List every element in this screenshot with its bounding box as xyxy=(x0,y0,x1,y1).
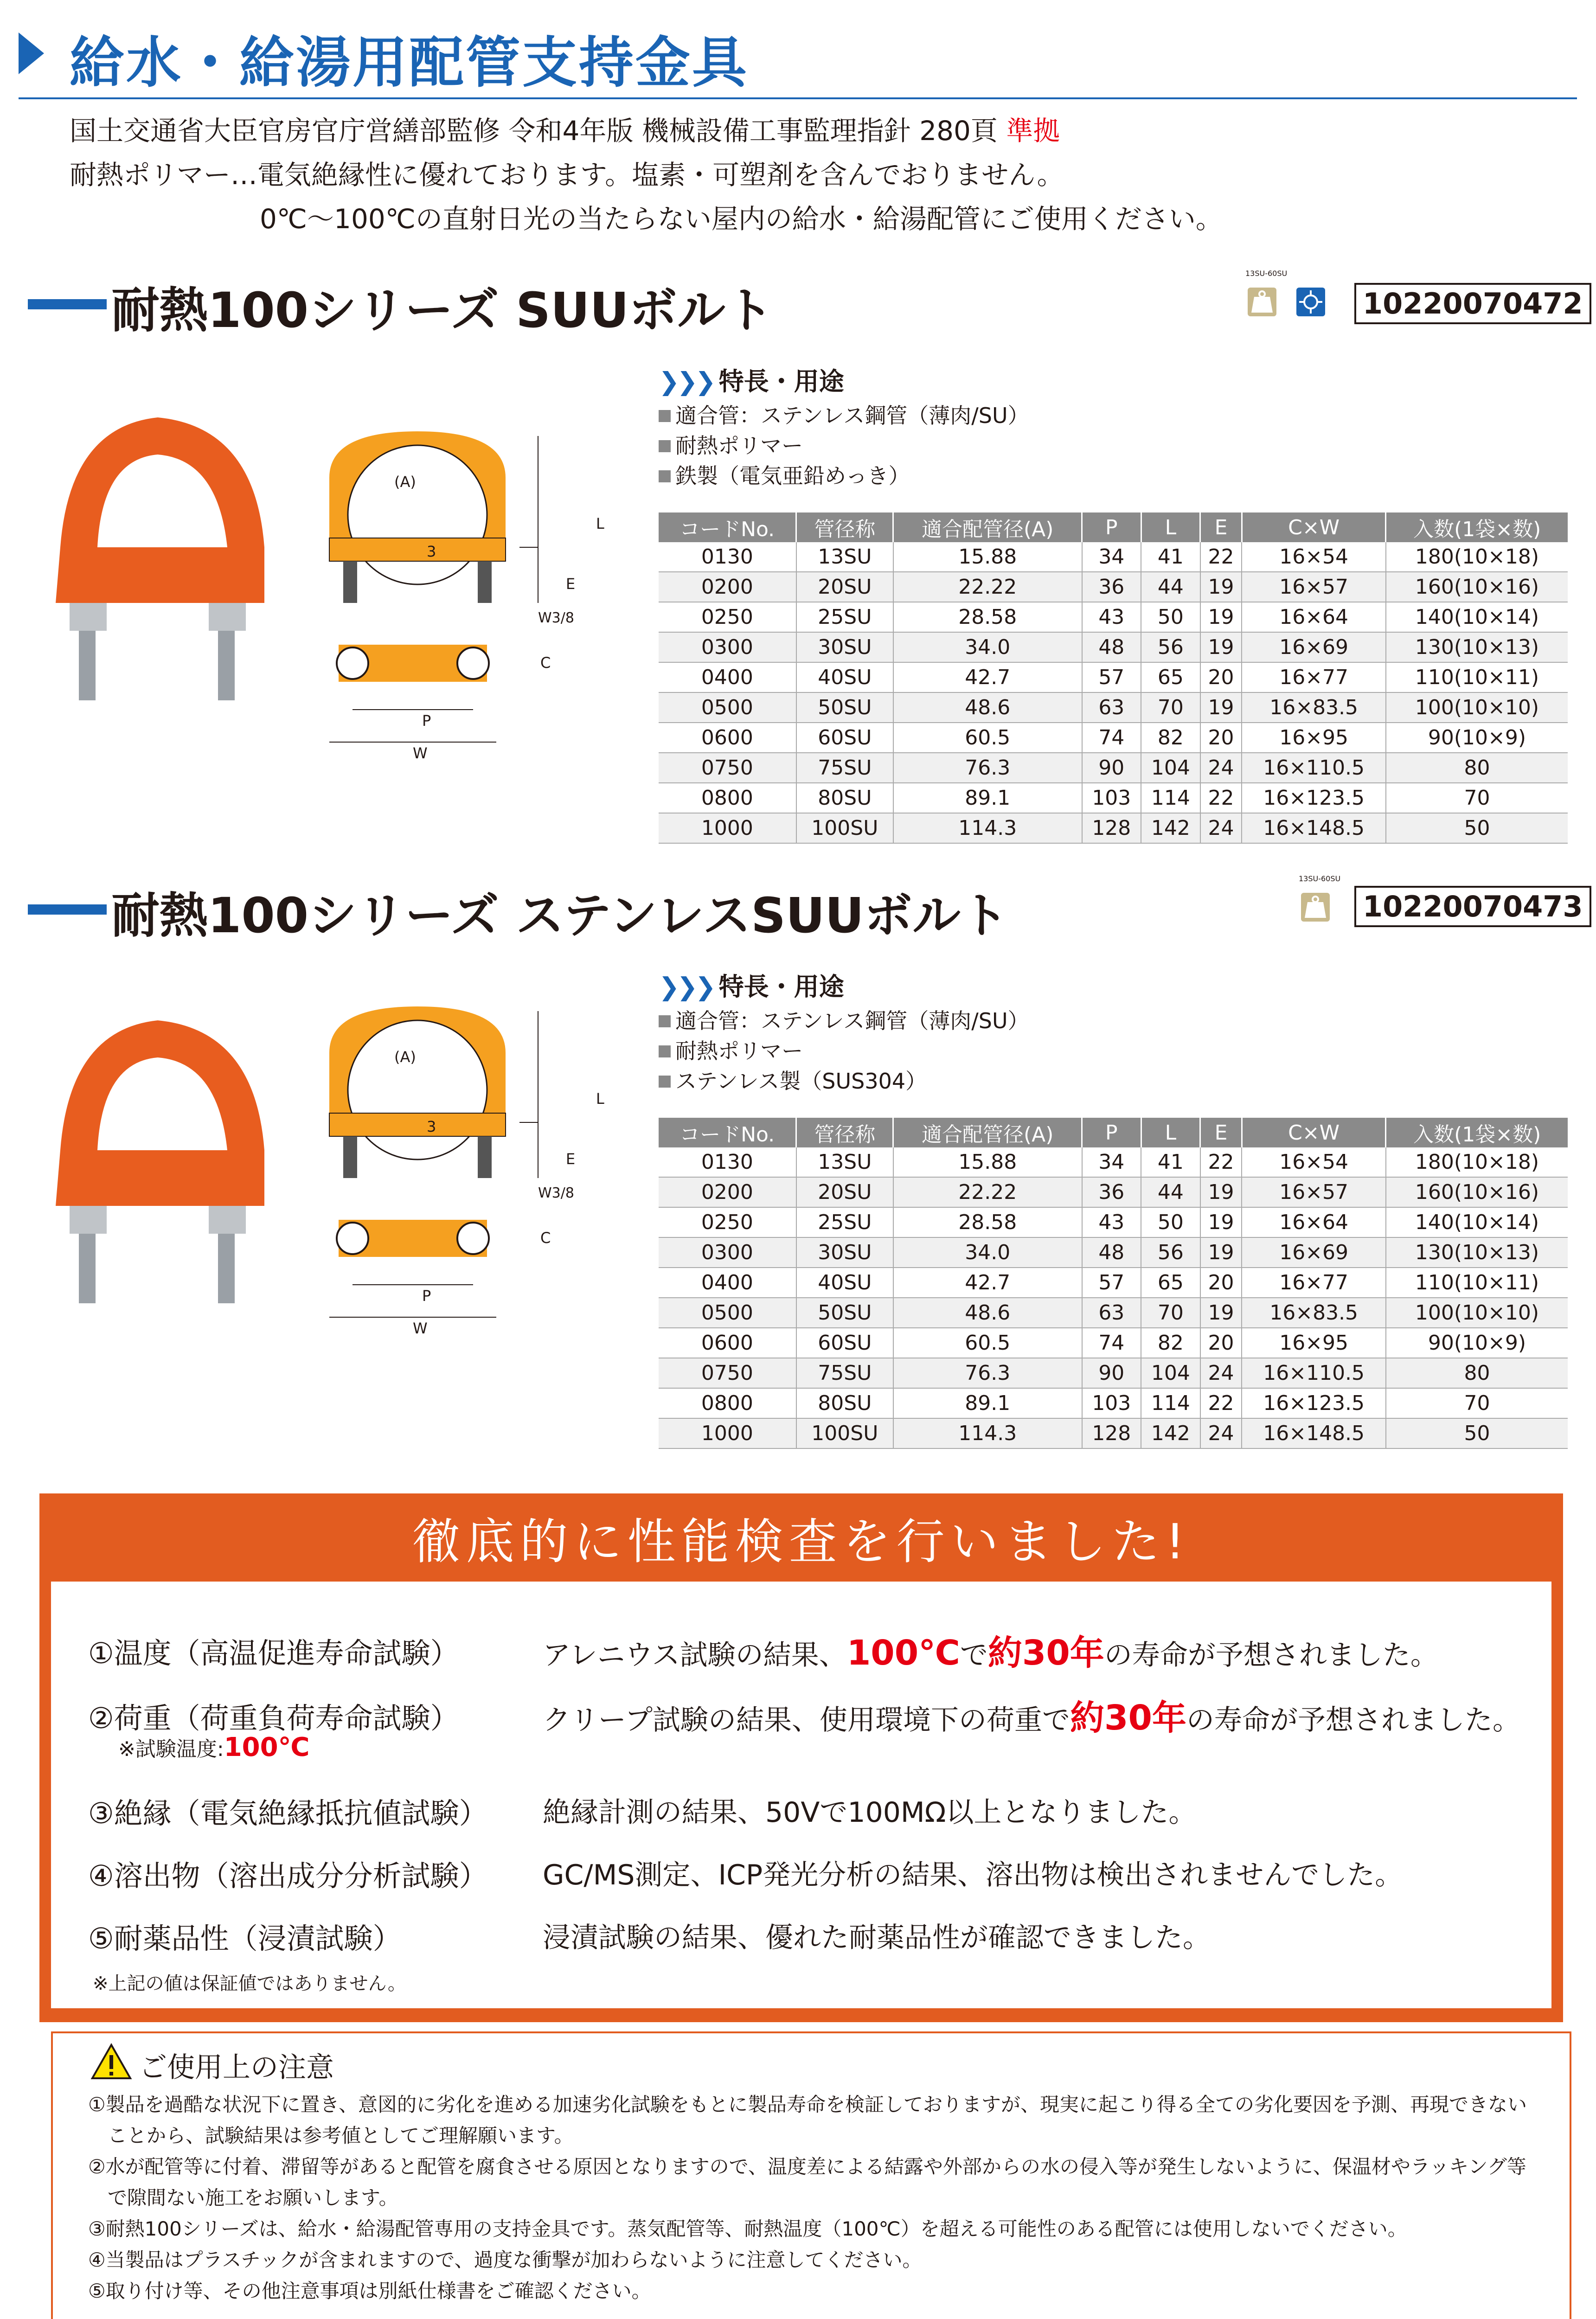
bullet-icon xyxy=(659,1076,671,1088)
table-cell: 24 xyxy=(1200,1358,1242,1388)
table-cell: 0400 xyxy=(659,662,796,692)
table-cell: 34.0 xyxy=(893,1237,1082,1268)
table-cell: 76.3 xyxy=(893,1358,1082,1388)
table-cell: 28.58 xyxy=(893,1207,1082,1237)
table-cell: 42.7 xyxy=(893,662,1082,692)
section1-bar xyxy=(28,299,107,309)
table-cell: 90(10×9) xyxy=(1386,723,1568,753)
table-cell: 103 xyxy=(1082,1388,1141,1418)
test-1-text-a: アレニウス試験の結果、 xyxy=(543,1639,847,1672)
table-row xyxy=(659,783,1568,813)
table-header-cell: E xyxy=(1200,1118,1242,1147)
table-cell: 36 xyxy=(1082,1177,1141,1207)
table-cell: 16×69 xyxy=(1242,1237,1386,1268)
section1-feature-2 xyxy=(659,429,803,460)
galvanized-icon xyxy=(1296,288,1325,316)
section1-feature-3-text: 鉄製（電気亜鉛めっき） xyxy=(675,463,910,488)
caution-line-3: ②水が配管等に付着、滞留等があると配管を腐食させる原因となりますので、温度差による結露や外部からの水の侵入等が発生しないように、保温材やラッキング等 xyxy=(88,2155,1526,2178)
table-cell: 16×57 xyxy=(1242,1177,1386,1207)
table-cell: 16×95 xyxy=(1242,723,1386,753)
test-2-sub-highlight: 100℃ xyxy=(224,1732,310,1762)
table-cell: 110(10×11) xyxy=(1386,1268,1568,1298)
table-cell: 103 xyxy=(1082,783,1141,813)
table-cell: 16×148.5 xyxy=(1242,813,1386,843)
table-header-cell: L xyxy=(1141,512,1200,542)
table-cell: 80 xyxy=(1386,753,1568,783)
table-cell: 89.1 xyxy=(893,783,1082,813)
section1-product-image xyxy=(42,408,301,724)
table-cell: 15.88 xyxy=(893,1147,1082,1177)
title-triangle-icon xyxy=(19,32,44,74)
table-cell: 36 xyxy=(1082,572,1141,602)
section2-feature-heading xyxy=(659,967,844,1003)
table-cell: 140(10×14) xyxy=(1386,602,1568,632)
table-cell: 19 xyxy=(1200,1207,1242,1237)
table-cell: 60.5 xyxy=(893,723,1082,753)
dim-label-W: W xyxy=(413,1320,428,1337)
table-cell: 16×83.5 xyxy=(1242,1298,1386,1328)
table-cell: 82 xyxy=(1141,1328,1200,1358)
test-2-highlight-a: 約30年 xyxy=(1070,1698,1186,1738)
section1-code: 10220070472 xyxy=(1354,283,1591,324)
table-row xyxy=(659,813,1568,843)
test-note: ※上記の値は保証値ではありません。 xyxy=(93,1973,406,1994)
table-cell: 19 xyxy=(1200,1298,1242,1328)
table-cell: 22.22 xyxy=(893,1177,1082,1207)
table-cell: 16×64 xyxy=(1242,602,1386,632)
table-cell: 40SU xyxy=(796,662,893,692)
section1-feature-1-text: 適合管：ステンレス鋼管（薄肉/SU） xyxy=(675,403,1029,428)
table-cell: 0600 xyxy=(659,1328,796,1358)
table-cell: 16×54 xyxy=(1242,542,1386,572)
table-cell: 75SU xyxy=(796,1358,893,1388)
test-2-label: ②荷重（荷重負荷寿命試験） xyxy=(88,1701,459,1735)
table-cell: 0130 xyxy=(659,1147,796,1177)
dim-label-3: 3 xyxy=(427,543,436,560)
section2-product-image xyxy=(42,1011,301,1326)
table-cell: 0800 xyxy=(659,1388,796,1418)
table-cell: 70 xyxy=(1141,692,1200,723)
table-cell: 128 xyxy=(1082,1418,1141,1448)
table-cell: 20 xyxy=(1200,662,1242,692)
section1-title: 耐熱100シリーズ SUUボルト xyxy=(111,282,774,339)
table-row xyxy=(659,1237,1568,1268)
bag-icon xyxy=(1248,288,1276,316)
table-cell: 89.1 xyxy=(893,1388,1082,1418)
caution-line-7: ⑤取り付け等、その他注意事項は別紙仕様書をご確認ください。 xyxy=(88,2280,651,2302)
table-cell: 0250 xyxy=(659,1207,796,1237)
table-cell: 80SU xyxy=(796,1388,893,1418)
table-header-cell: L xyxy=(1141,1118,1200,1147)
test-2-sub xyxy=(118,1732,309,1762)
table-cell: 180(10×18) xyxy=(1386,1147,1568,1177)
table-cell: 74 xyxy=(1082,1328,1141,1358)
test-5-label: ⑤耐薬品性（浸漬試験） xyxy=(88,1922,402,1955)
table-row xyxy=(659,1388,1568,1418)
table-cell: 16×110.5 xyxy=(1242,1358,1386,1388)
intro-line-3: 0℃～100℃の直射日光の当たらない屋内の給水・給湯配管にご使用ください。 xyxy=(260,203,1223,235)
table-cell: 50SU xyxy=(796,692,893,723)
caution-title: ご使用上の注意 xyxy=(139,2051,334,2084)
table-cell: 50 xyxy=(1386,1418,1568,1448)
test-1-text-c: の寿命が予想されました。 xyxy=(1104,1639,1438,1672)
table-cell: 63 xyxy=(1082,1298,1141,1328)
table-cell: 104 xyxy=(1141,753,1200,783)
table-header-cell: 入数(1袋×数) xyxy=(1386,1118,1568,1147)
table-header-cell: コードNo. xyxy=(659,512,796,542)
table-cell: 0200 xyxy=(659,572,796,602)
table-cell: 48.6 xyxy=(893,1298,1082,1328)
table-cell: 70 xyxy=(1386,1388,1568,1418)
bullet-icon xyxy=(659,1015,671,1027)
table-cell: 34 xyxy=(1082,1147,1141,1177)
section1-spec-table xyxy=(659,512,1568,844)
table-cell: 25SU xyxy=(796,602,893,632)
table-cell: 41 xyxy=(1141,1147,1200,1177)
caution-line-1: ①製品を過酷な状況下に置き、意図的に劣化を進める加速劣化試験をもとに製品寿命を検証しておりますが、現実に起こり得る全ての劣化要因を予測、再現できない xyxy=(88,2093,1527,2116)
test-1-result xyxy=(543,1626,1438,1675)
table-cell: 56 xyxy=(1141,632,1200,662)
dim-label-w38: W3/8 xyxy=(538,610,574,626)
table-cell: 142 xyxy=(1141,1418,1200,1448)
table-cell: 0750 xyxy=(659,753,796,783)
section1-feature-2-text: 耐熱ポリマー xyxy=(675,433,803,458)
chevrons-icon: ❯❯❯ xyxy=(659,367,713,396)
section2-feature-2 xyxy=(659,1034,803,1065)
section2-dimension-diagram xyxy=(320,997,608,1331)
table-header-row xyxy=(659,1118,1568,1147)
table-cell: 50 xyxy=(1141,1207,1200,1237)
table-cell: 22 xyxy=(1200,783,1242,813)
table-cell: 20 xyxy=(1200,723,1242,753)
dim-label-3: 3 xyxy=(427,1118,436,1135)
table-row xyxy=(659,723,1568,753)
table-cell: 114.3 xyxy=(893,1418,1082,1448)
bullet-icon xyxy=(659,470,671,482)
table-cell: 16×64 xyxy=(1242,1207,1386,1237)
table-cell: 74 xyxy=(1082,723,1141,753)
table-cell: 1000 xyxy=(659,813,796,843)
table-row xyxy=(659,632,1568,662)
table-cell: 0300 xyxy=(659,1237,796,1268)
table-cell: 0750 xyxy=(659,1358,796,1388)
table-row xyxy=(659,572,1568,602)
caution-line-6: ④当製品はプラスチックが含まれますので、過度な衝撃が加わらないように注意してください。 xyxy=(88,2249,922,2271)
dim-label-w38: W3/8 xyxy=(538,1185,574,1201)
table-cell: 16×123.5 xyxy=(1242,783,1386,813)
table-cell: 48.6 xyxy=(893,692,1082,723)
table-cell: 90 xyxy=(1082,753,1141,783)
table-cell: 90 xyxy=(1082,1358,1141,1388)
table-cell: 16×148.5 xyxy=(1242,1418,1386,1448)
badge-size-label: 13SU-60SU xyxy=(1299,874,1341,883)
table-cell: 0130 xyxy=(659,542,796,572)
section1-dimension-diagram xyxy=(320,422,608,756)
test-3-result: 絶縁計測の結果、50Vで100MΩ以上となりました。 xyxy=(543,1796,1197,1829)
table-cell: 130(10×13) xyxy=(1386,632,1568,662)
table-row xyxy=(659,1298,1568,1328)
table-cell: 0600 xyxy=(659,723,796,753)
table-cell: 114 xyxy=(1141,783,1200,813)
table-cell: 30SU xyxy=(796,632,893,662)
table-header-cell: E xyxy=(1200,512,1242,542)
table-cell: 19 xyxy=(1200,632,1242,662)
table-cell: 0400 xyxy=(659,1268,796,1298)
table-cell: 80 xyxy=(1386,1358,1568,1388)
table-cell: 24 xyxy=(1200,813,1242,843)
table-cell: 20 xyxy=(1200,1328,1242,1358)
table-cell: 1000 xyxy=(659,1418,796,1448)
table-cell: 16×123.5 xyxy=(1242,1388,1386,1418)
table-header-cell: 管径称 xyxy=(796,1118,893,1147)
table-row xyxy=(659,753,1568,783)
dim-label-P: P xyxy=(422,1287,431,1305)
table-cell: 30SU xyxy=(796,1237,893,1268)
table-cell: 0800 xyxy=(659,783,796,813)
table-cell: 44 xyxy=(1141,1177,1200,1207)
dim-label-E: E xyxy=(566,1150,576,1168)
table-cell: 100(10×10) xyxy=(1386,692,1568,723)
section1-feature-heading xyxy=(659,362,844,397)
table-header-cell: 適合配管径(A) xyxy=(893,1118,1082,1147)
table-cell: 130(10×13) xyxy=(1386,1237,1568,1268)
table-cell: 0500 xyxy=(659,1298,796,1328)
test-5-result: 浸漬試験の結果、優れた耐薬品性が確認できました。 xyxy=(543,1922,1211,1954)
section2-feature-3-text: ステンレス製（SUS304） xyxy=(675,1069,927,1094)
dim-label-C: C xyxy=(540,654,551,672)
compliance-mark: 準拠 xyxy=(1006,115,1060,147)
table-cell: 48 xyxy=(1082,1237,1141,1268)
table-cell: 60SU xyxy=(796,723,893,753)
test-4-label: ④溶出物（溶出成分分析試験） xyxy=(88,1859,488,1893)
test-1-text-b: で xyxy=(960,1639,988,1672)
test-title: 徹底的に性能検査を行いました! xyxy=(412,1513,1191,1570)
dim-label-W: W xyxy=(413,744,428,762)
intro-line-1-text: 国土交通省大臣官房官庁営繕部監修 令和4年版 機械設備工事監理指針 280頁 xyxy=(70,115,998,147)
table-cell: 57 xyxy=(1082,1268,1141,1298)
section1-feature-3 xyxy=(659,459,910,490)
bullet-icon xyxy=(659,410,671,422)
test-2-result xyxy=(543,1691,1520,1740)
table-row xyxy=(659,1177,1568,1207)
table-cell: 160(10×16) xyxy=(1386,572,1568,602)
section1-feature-1 xyxy=(659,399,1029,429)
table-cell: 100(10×10) xyxy=(1386,1298,1568,1328)
table-header-cell: 管径称 xyxy=(796,512,893,542)
table-cell: 48 xyxy=(1082,632,1141,662)
table-cell: 142 xyxy=(1141,813,1200,843)
table-cell: 15.88 xyxy=(893,542,1082,572)
table-cell: 13SU xyxy=(796,542,893,572)
table-cell: 40SU xyxy=(796,1268,893,1298)
dim-label-E: E xyxy=(566,575,576,593)
section2-feature-3 xyxy=(659,1064,927,1095)
test-2-text-b: の寿命が予想されました。 xyxy=(1186,1704,1520,1736)
table-cell: 43 xyxy=(1082,1207,1141,1237)
table-cell: 110(10×11) xyxy=(1386,662,1568,692)
table-header-cell: コードNo. xyxy=(659,1118,796,1147)
table-cell: 50SU xyxy=(796,1298,893,1328)
section1-feature-heading-text: 特長・用途 xyxy=(718,367,844,396)
table-cell: 57 xyxy=(1082,662,1141,692)
table-cell: 50 xyxy=(1386,813,1568,843)
test-1-highlight-a: 100℃ xyxy=(846,1633,960,1673)
table-cell: 0200 xyxy=(659,1177,796,1207)
table-cell: 19 xyxy=(1200,602,1242,632)
warning-icon xyxy=(90,2043,132,2080)
caution-line-5: ③耐熱100シリーズは、給水・給湯配管専用の支持金具です。蒸気配管等、耐熱温度（100℃）を超える可能性のある配管には使用しないでください。 xyxy=(88,2217,1407,2240)
table-cell: 42.7 xyxy=(893,1268,1082,1298)
table-cell: 70 xyxy=(1141,1298,1200,1328)
table-cell: 75SU xyxy=(796,753,893,783)
table-cell: 76.3 xyxy=(893,753,1082,783)
page-title: 給水・給湯用配管支持金具 xyxy=(70,31,749,95)
table-cell: 0250 xyxy=(659,602,796,632)
table-cell: 100SU xyxy=(796,813,893,843)
dim-label-L: L xyxy=(596,1090,604,1108)
table-cell: 0500 xyxy=(659,692,796,723)
table-cell: 60SU xyxy=(796,1328,893,1358)
table-header-cell: 適合配管径(A) xyxy=(893,512,1082,542)
table-header-cell: P xyxy=(1082,512,1141,542)
table-cell: 16×110.5 xyxy=(1242,753,1386,783)
table-cell: 16×57 xyxy=(1242,572,1386,602)
table-cell: 60.5 xyxy=(893,1328,1082,1358)
dim-label-A: (A) xyxy=(394,473,416,491)
section2-feature-heading-text: 特長・用途 xyxy=(718,972,844,1001)
table-cell: 16×54 xyxy=(1242,1147,1386,1177)
table-cell: 44 xyxy=(1141,572,1200,602)
table-cell: 22 xyxy=(1200,542,1242,572)
table-row xyxy=(659,1268,1568,1298)
table-header-cell: C×W xyxy=(1242,1118,1386,1147)
table-cell: 90(10×9) xyxy=(1386,1328,1568,1358)
dim-label-C: C xyxy=(540,1229,551,1247)
table-cell: 50 xyxy=(1141,602,1200,632)
test-1-label: ①温度（高温促進寿命試験） xyxy=(88,1636,459,1670)
intro-line-2: 耐熱ポリマー…電気絶縁性に優れております。塩素・可塑剤を含んでおりません。 xyxy=(70,159,1064,191)
table-cell: 65 xyxy=(1141,662,1200,692)
table-cell: 80SU xyxy=(796,783,893,813)
section2-feature-1-text: 適合管：ステンレス鋼管（薄肉/SU） xyxy=(675,1008,1029,1033)
table-header-cell: 入数(1袋×数) xyxy=(1386,512,1568,542)
test-3-label: ③絶縁（電気絶縁抵抗値試験） xyxy=(88,1796,488,1830)
table-cell: 19 xyxy=(1200,1237,1242,1268)
table-cell: 25SU xyxy=(796,1207,893,1237)
table-cell: 19 xyxy=(1200,692,1242,723)
bullet-icon xyxy=(659,1045,671,1057)
table-cell: 13SU xyxy=(796,1147,893,1177)
section2-spec-table xyxy=(659,1118,1568,1449)
table-cell: 70 xyxy=(1386,783,1568,813)
table-cell: 41 xyxy=(1141,542,1200,572)
table-row xyxy=(659,1147,1568,1177)
table-cell: 20SU xyxy=(796,1177,893,1207)
dim-label-L: L xyxy=(596,515,604,532)
caution-line-2: ことから、試験結果は参考値としてご理解願います。 xyxy=(88,2124,574,2147)
test-4-result: GC/MS測定、ICP発光分析の結果、溶出物は検出されませんでした。 xyxy=(543,1859,1403,1891)
table-header-cell: P xyxy=(1082,1118,1141,1147)
section2-title: 耐熱100シリーズ ステンレスSUUボルト xyxy=(111,887,1009,944)
section2-bar xyxy=(28,904,107,915)
table-cell: 128 xyxy=(1082,813,1141,843)
table-cell: 114.3 xyxy=(893,813,1082,843)
table-cell: 16×77 xyxy=(1242,662,1386,692)
table-header-row xyxy=(659,512,1568,542)
dim-label-P: P xyxy=(422,712,431,730)
caution-line-4: で隙間ない施工をお願いします。 xyxy=(88,2186,398,2209)
table-header-cell: C×W xyxy=(1242,512,1386,542)
table-cell: 28.58 xyxy=(893,602,1082,632)
chevrons-icon: ❯❯❯ xyxy=(659,972,713,1001)
table-cell: 16×95 xyxy=(1242,1328,1386,1358)
table-row xyxy=(659,1207,1568,1237)
table-cell: 16×77 xyxy=(1242,1268,1386,1298)
table-cell: 24 xyxy=(1200,1418,1242,1448)
table-cell: 34.0 xyxy=(893,632,1082,662)
table-cell: 114 xyxy=(1141,1388,1200,1418)
table-row xyxy=(659,662,1568,692)
badge-size-label: 13SU-60SU xyxy=(1245,269,1288,278)
table-row xyxy=(659,542,1568,572)
table-cell: 22 xyxy=(1200,1147,1242,1177)
table-cell: 100SU xyxy=(796,1418,893,1448)
table-cell: 34 xyxy=(1082,542,1141,572)
table-cell: 180(10×18) xyxy=(1386,542,1568,572)
table-cell: 16×69 xyxy=(1242,632,1386,662)
table-cell: 160(10×16) xyxy=(1386,1177,1568,1207)
table-cell: 104 xyxy=(1141,1358,1200,1388)
table-row xyxy=(659,692,1568,723)
table-cell: 24 xyxy=(1200,753,1242,783)
table-cell: 56 xyxy=(1141,1237,1200,1268)
table-row xyxy=(659,1358,1568,1388)
test-2-sub-text: ※試験温度: xyxy=(118,1737,224,1761)
table-cell: 19 xyxy=(1200,572,1242,602)
table-row xyxy=(659,1328,1568,1358)
section2-feature-1 xyxy=(659,1004,1029,1035)
test-2-text-a: クリープ試験の結果、使用環境下の荷重で xyxy=(543,1704,1070,1736)
table-cell: 82 xyxy=(1141,723,1200,753)
table-cell: 0300 xyxy=(659,632,796,662)
table-row xyxy=(659,602,1568,632)
table-cell: 43 xyxy=(1082,602,1141,632)
section2-code: 10220070473 xyxy=(1354,886,1591,927)
section2-feature-2-text: 耐熱ポリマー xyxy=(675,1038,803,1063)
test-1-highlight-b: 約30年 xyxy=(987,1633,1104,1673)
table-cell: 16×83.5 xyxy=(1242,692,1386,723)
table-cell: 22 xyxy=(1200,1388,1242,1418)
intro-line-1 xyxy=(70,109,1060,148)
table-cell: 140(10×14) xyxy=(1386,1207,1568,1237)
table-cell: 63 xyxy=(1082,692,1141,723)
table-cell: 20 xyxy=(1200,1268,1242,1298)
table-row xyxy=(659,1418,1568,1448)
table-cell: 19 xyxy=(1200,1177,1242,1207)
table-cell: 22.22 xyxy=(893,572,1082,602)
bag-icon xyxy=(1301,893,1330,922)
table-cell: 65 xyxy=(1141,1268,1200,1298)
dim-label-A: (A) xyxy=(394,1048,416,1066)
bullet-icon xyxy=(659,440,671,452)
table-cell: 20SU xyxy=(796,572,893,602)
